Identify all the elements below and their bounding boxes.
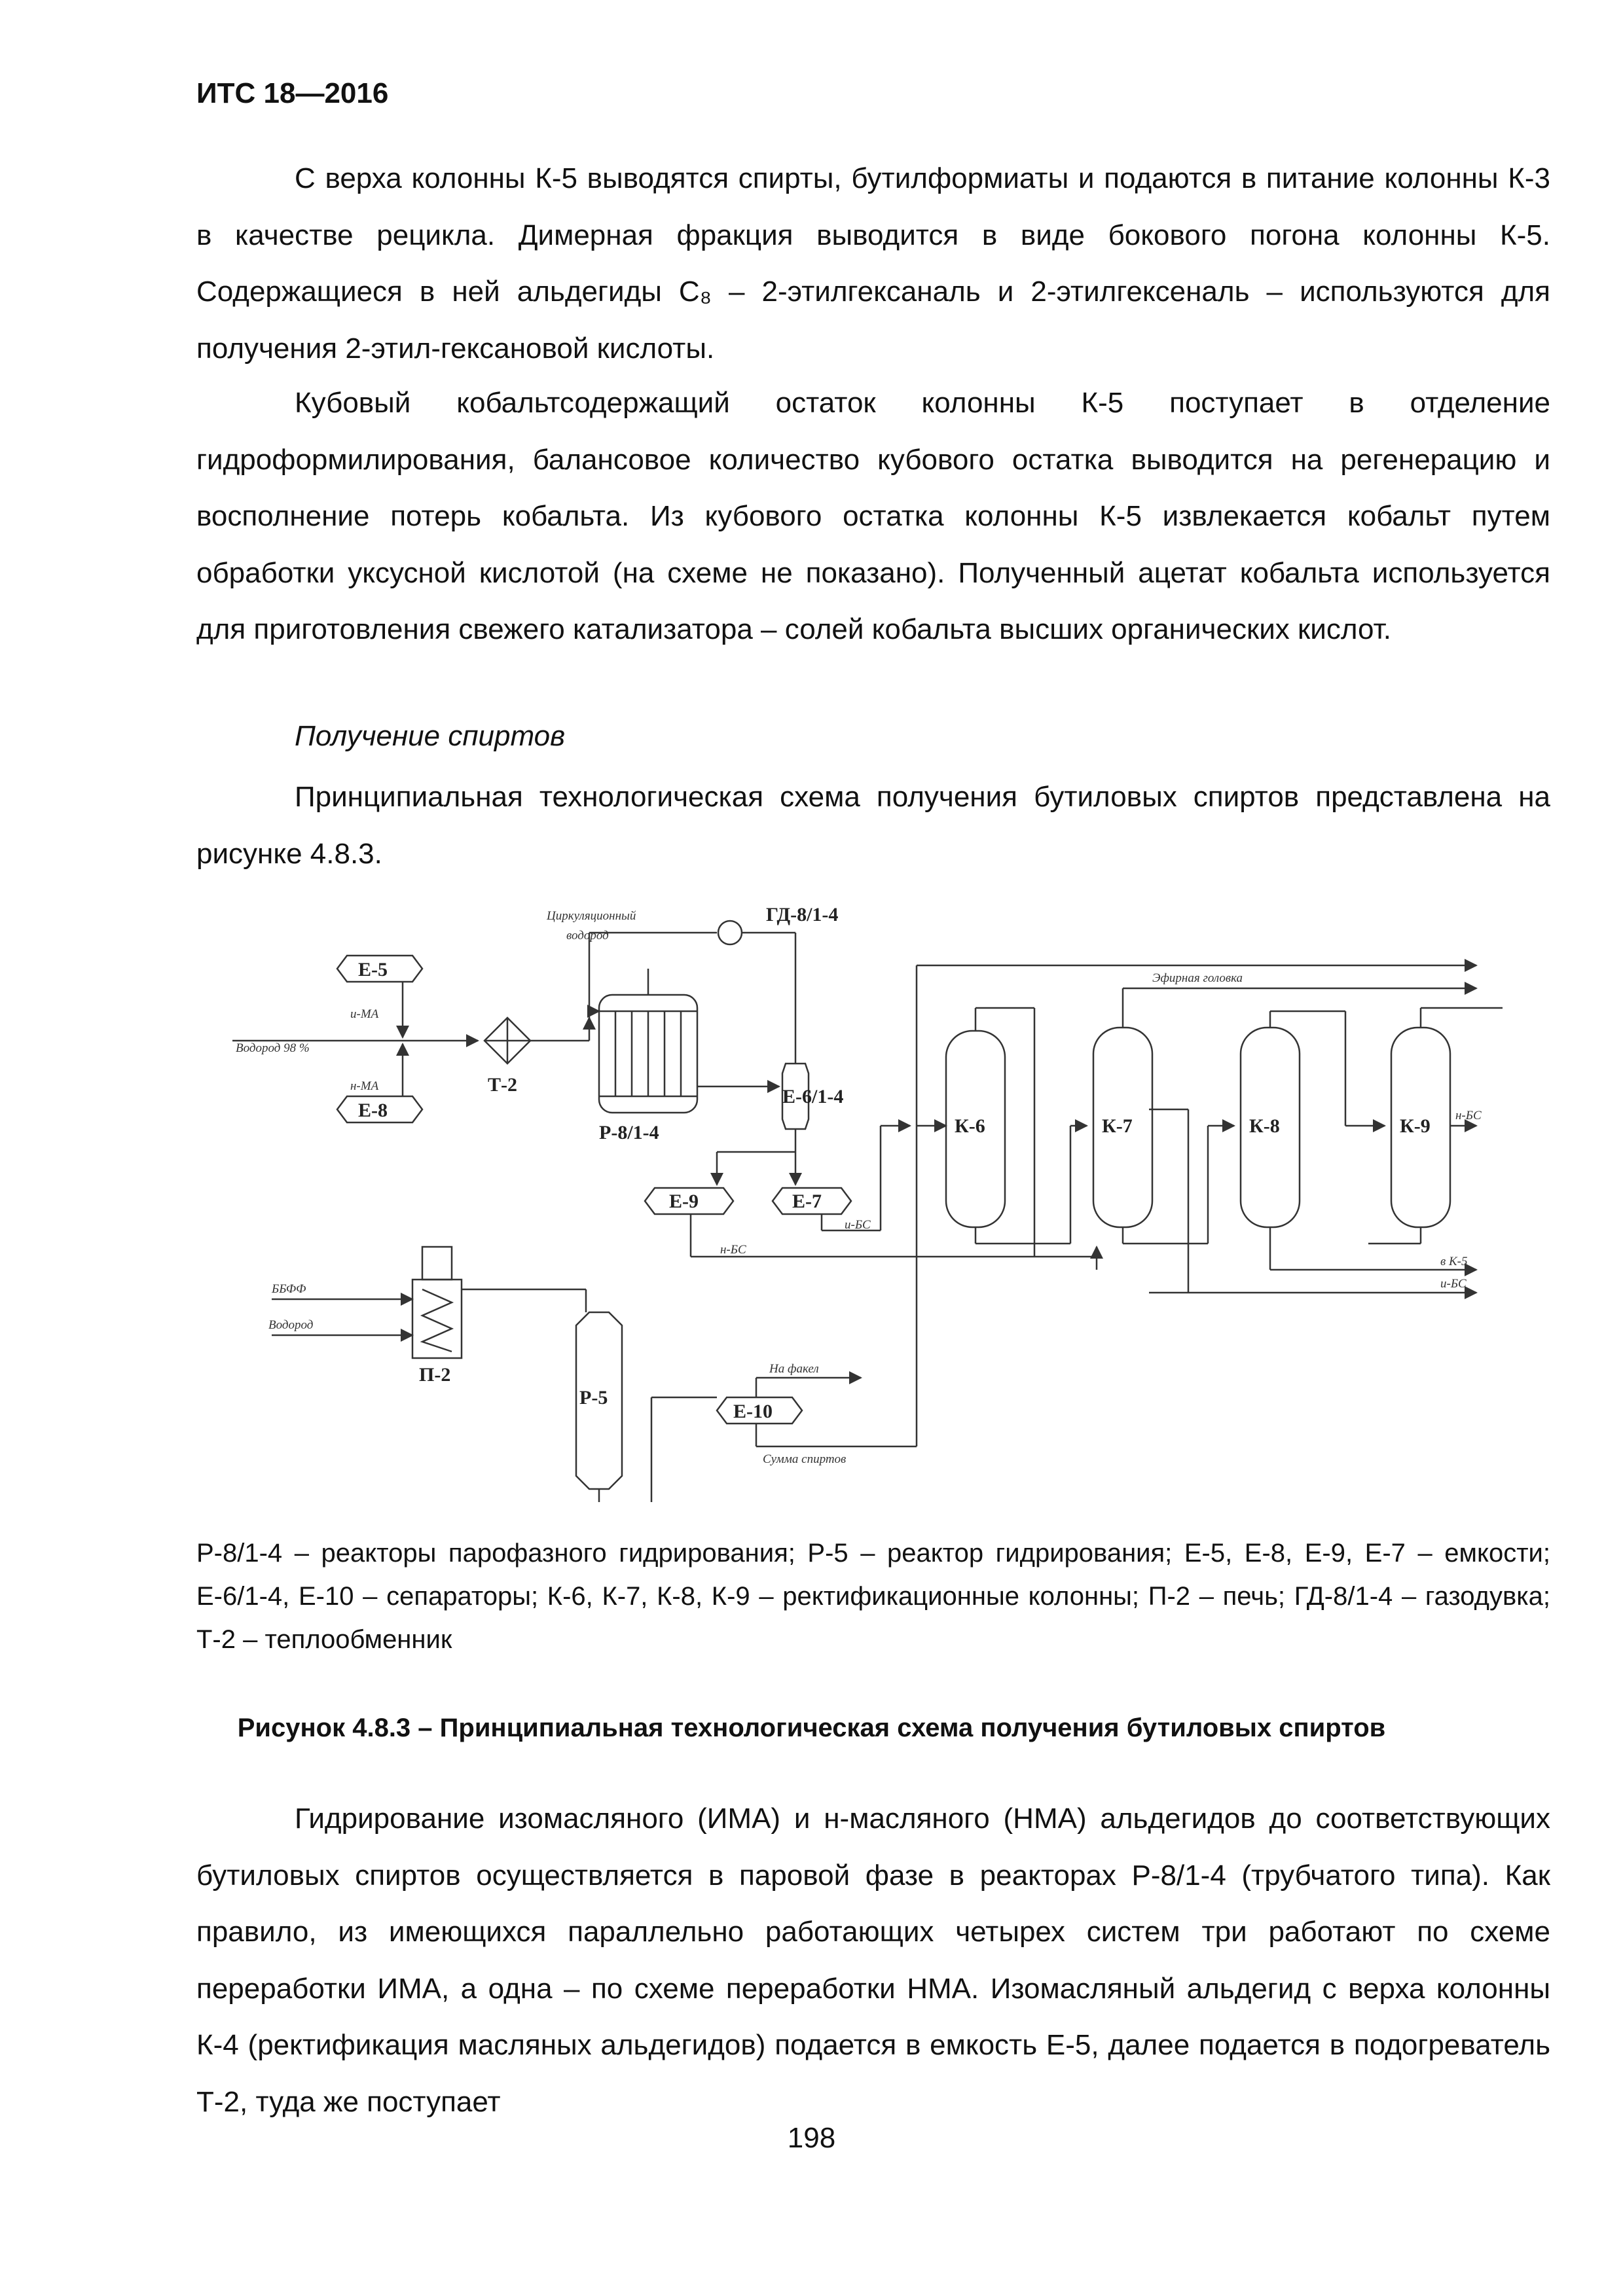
label-e5: Е-5 <box>358 959 388 980</box>
paragraph-2: Кубовый кобальтсодержащий остаток колонны К-5 поступает в отделение гидроформилирования, балансовое количество кубового остатка выводится на регенерацию и восполнение потерь кобальта. Из кубового остатка колонны К-5 извлекается кобальт путем обработки уксусной кислотой (на схеме не показано). Полученный ацетат кобальта используется для приготовления свежего катализатора – солей кобальта высших органических кислот. <box>196 387 1550 645</box>
document-code: ИТС 18—2016 <box>196 77 389 109</box>
label-to-k5: в К-5 <box>1440 1255 1468 1268</box>
label-p2: П-2 <box>419 1364 451 1386</box>
label-e9: Е-9 <box>669 1191 699 1212</box>
figure-caption: Р-8/1-4 – реакторы парофазного гидрирования; Р-5 – реактор гидрирования; Е-5, Е-8, Е-9, Е-7 – емкости; Е-6/1-4, Е-10 – сепараторы; К-6, К-7, К-8, К-9 – ректификационные колонны; П-2 – печь; ГД-8/1-4 – газодувка; Т-2 – теплообменник <box>196 1539 1550 1654</box>
furnace-stack <box>422 1247 452 1280</box>
page-number: 198 <box>787 2122 836 2154</box>
label-e10: Е-10 <box>733 1401 773 1422</box>
label-torch: На факел <box>769 1362 819 1376</box>
label-alcohols: Сумма спиртов <box>763 1452 847 1466</box>
paragraph-1: С верха колонны К-5 выводятся спирты, бутилформиаты и подаются в питание колонны К-3 в качестве рецикла. Димерная фракция выводится в виде бокового погона колонны К-5. Содержащиеся в ней альдегиды C₈ – 2-этилгексаналь и 2-этилгексеналь – используются для получения 2-этил-гексановой кислоты. <box>196 162 1550 365</box>
gas-blower-gd <box>718 921 742 944</box>
label-hydrogen98: Водород 98 % <box>236 1041 310 1055</box>
label-nbs-out: н-БС <box>1455 1109 1482 1122</box>
process-flow-diagram <box>232 880 1516 1502</box>
section-heading: Получение спиртов <box>295 720 566 752</box>
label-hydrogen: Водород <box>268 1318 314 1332</box>
label-t2: Т-2 <box>488 1074 517 1096</box>
figure-title: Рисунок 4.8.3 – Принципиальная технологическая схема получения бутиловых спиртов <box>237 1713 1386 1742</box>
label-nbs-e9: н-БС <box>720 1243 746 1257</box>
label-k7: К-7 <box>1102 1115 1133 1137</box>
label-ibs-out: и-БС <box>1440 1277 1467 1291</box>
label-p8: Р-8/1-4 <box>599 1122 659 1143</box>
label-ibs-e7: и-БС <box>845 1218 871 1232</box>
paragraph-4: Гидрирование изомасляного (ИМА) и н-масляного (НМА) альдегидов до соответствующих бутиловых спиртов осуществляется в паровой фазе в реакторах Р-8/1-4 (трубчатого типа). Как правило, из имеющихся параллельно работающих четырех систем три работают по схеме переработки ИМА, а одна – по схеме переработки НМА. Изомасляный альдегид с верха колонны К-4 (ректификация масляных альдегидов) подается в емкость Е-5, далее подается в подогреватель Т-2, туда же поступает <box>196 1803 1550 2118</box>
label-k8: К-8 <box>1249 1115 1280 1137</box>
label-k9: К-9 <box>1400 1115 1431 1137</box>
label-nma: н-МА <box>350 1079 379 1093</box>
label-bbff: ББФФ <box>272 1282 306 1296</box>
label-circ-1: Циркуляционный <box>547 909 636 923</box>
label-k6: К-6 <box>955 1115 985 1137</box>
label-circ-2: водород <box>566 929 609 942</box>
label-p5: Р-5 <box>579 1387 608 1408</box>
label-ether-head: Эфирная головка <box>1152 971 1243 985</box>
label-gd: ГД-8/1-4 <box>766 904 839 925</box>
paragraph-3: Принципиальная технологическая схема получения бутиловых спиртов представлена на рисунке 4.8.3. <box>196 781 1550 870</box>
label-e6: Е-6/1-4 <box>782 1086 844 1107</box>
label-e7: Е-7 <box>792 1191 822 1212</box>
label-ima: и-МА <box>350 1007 379 1021</box>
label-e8: Е-8 <box>358 1100 388 1121</box>
